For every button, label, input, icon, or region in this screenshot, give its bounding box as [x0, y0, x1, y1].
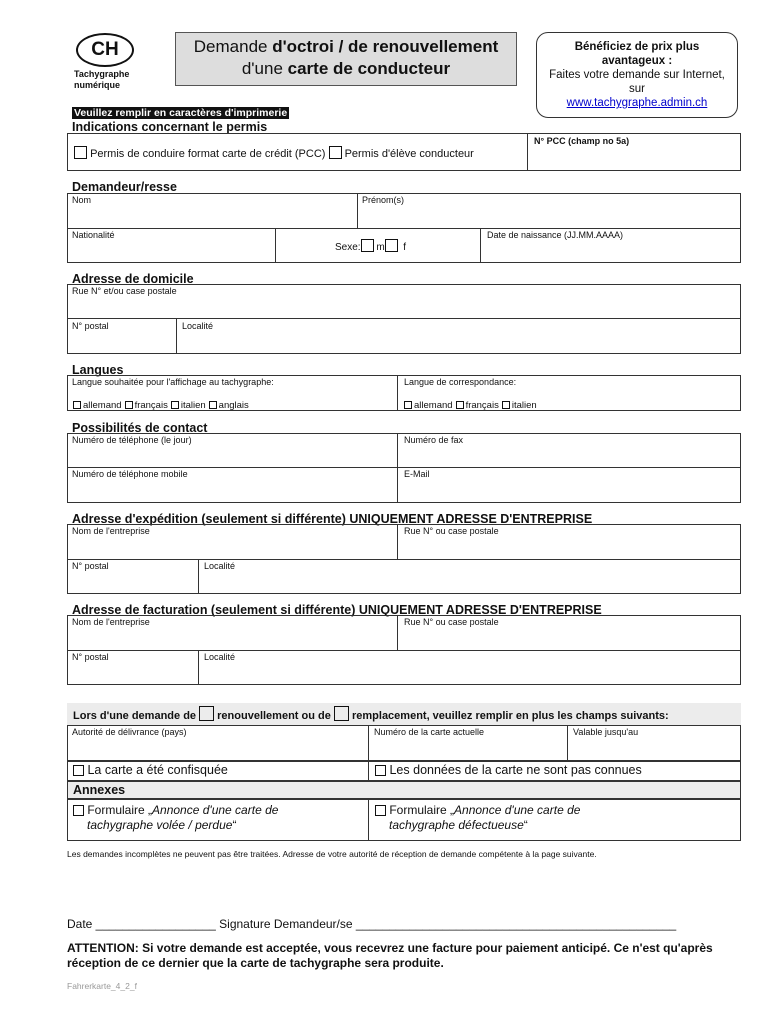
- promo-box: Bénéficiez de prix plus avantageux : Faites votre demande sur Internet, sur www.tachygraphe.admin.ch: [536, 32, 738, 118]
- website-link[interactable]: www.tachygraphe.admin.ch: [566, 97, 708, 109]
- section-demandeur-heading: Demandeur/resse: [72, 180, 177, 194]
- tel-jour-field[interactable]: Numéro de téléphone (le jour): [72, 435, 192, 445]
- expedition-entreprise-field[interactable]: Nom de l'entreprise: [72, 526, 150, 536]
- renouvellement-heading: Lors d'une demande de renouvellement ou de remplacement, veuillez remplir en plus les champs suivants:: [73, 706, 669, 723]
- mobile-field[interactable]: Numéro de téléphone mobile: [72, 469, 188, 479]
- valable-field[interactable]: Valable jusqu'au: [573, 727, 639, 737]
- domicile-npa-field[interactable]: N° postal: [72, 321, 109, 331]
- annexe-defectueuse[interactable]: Formulaire „Annonce d'une carte de tachygraphe défectueuse“: [375, 803, 580, 833]
- page-title: Demande d'octroi / de renouvellement d'une carte de conducteur: [175, 32, 517, 86]
- section-langues-heading: Langues: [72, 363, 124, 377]
- checkbox-remplacement[interactable]: [334, 706, 349, 721]
- checkbox-confisquee[interactable]: La carte a été confisquée: [73, 763, 228, 778]
- prenom-field[interactable]: Prénom(s): [362, 195, 405, 205]
- numero-carte-field[interactable]: Numéro de la carte actuelle: [374, 727, 485, 737]
- domicile-localite-field[interactable]: Localité: [182, 321, 214, 331]
- section-permis-heading: Indications concernant le permis: [72, 120, 268, 134]
- langue-affichage-label: Langue souhaitée pour l'affichage au tachygraphe:: [72, 377, 274, 387]
- logo-line2: numérique: [74, 80, 121, 90]
- section-facturation-heading: Adresse de facturation (seulement si différente) UNIQUEMENT ADRESSE D'ENTREPRISE: [72, 603, 602, 617]
- domicile-rue-field[interactable]: Rue N° et/ou case postale: [72, 286, 177, 296]
- facturation-entreprise-field[interactable]: Nom de l'entreprise: [72, 617, 150, 627]
- section-domicile-heading: Adresse de domicile: [72, 272, 194, 286]
- ch-logo-oval: CH: [76, 33, 134, 67]
- checkbox-eleve[interactable]: [329, 146, 342, 159]
- langue-affichage-options[interactable]: allemand français italien anglais: [73, 400, 252, 412]
- expedition-localite-field[interactable]: Localité: [204, 561, 236, 571]
- facturation-localite-field[interactable]: Localité: [204, 652, 236, 662]
- date-signature-line[interactable]: Date __________________ Signature Demandeur/se ________________________________________________: [67, 917, 677, 931]
- footer-code: Fahrerkarte_4_2_f: [67, 981, 137, 991]
- langue-corr-options[interactable]: allemand français italien: [404, 400, 540, 412]
- annexes-header: [67, 781, 741, 799]
- instruction: Veuillez remplir en caractères d'imprimerie: [74, 107, 288, 119]
- nom-field[interactable]: Nom: [72, 195, 92, 205]
- attention-note: ATTENTION: Si votre demande est acceptée, vous recevrez une facture pour paiement anticipé. Ce n'est qu'après réception de ce dernier que la carte de tachygraphe sera produite.: [67, 941, 713, 970]
- expedition-npa-field[interactable]: N° postal: [72, 561, 109, 571]
- section-expedition-heading: Adresse d'expédition (seulement si différente) UNIQUEMENT ADRESSE D'ENTREPRISE: [72, 512, 593, 526]
- logo: [72, 33, 142, 93]
- incomplete-note: Les demandes incomplètes ne peuvent pas être traitées. Adresse de votre autorité de réception de demande compétente à la page suivante.: [67, 849, 597, 859]
- langue-corr-label: Langue de correspondance:: [404, 377, 517, 387]
- annexe-volee-perdue[interactable]: Formulaire „Annonce d'une carte de tachygraphe volée / perdue“: [73, 803, 278, 833]
- expedition-rue-field[interactable]: Rue N° ou case postale: [404, 526, 499, 536]
- logo-line1: Tachygraphe: [74, 69, 130, 79]
- naissance-field[interactable]: Date de naissance (JJ.MM.AAAA): [487, 230, 624, 240]
- sexe-options[interactable]: Sexe: m f: [335, 239, 406, 254]
- checkbox-renouvellement[interactable]: [199, 706, 214, 721]
- pcc-number-label: N° PCC (champ no 5a): [534, 136, 630, 146]
- section-contact-heading: Possibilités de contact: [72, 421, 208, 435]
- checkbox-donnees-inconnues[interactable]: Les données de la carte ne sont pas connues: [375, 763, 642, 778]
- annexes-heading: Annexes: [73, 783, 126, 797]
- nationalite-field[interactable]: Nationalité: [72, 230, 115, 240]
- permis-opt-pcc[interactable]: Permis de conduire format carte de crédit (PCC) Permis d'élève conducteur: [74, 146, 474, 160]
- fax-field[interactable]: Numéro de fax: [404, 435, 464, 445]
- autorite-field[interactable]: Autorité de délivrance (pays): [72, 727, 187, 737]
- facturation-rue-field[interactable]: Rue N° ou case postale: [404, 617, 499, 627]
- email-field[interactable]: E-Mail: [404, 469, 430, 479]
- facturation-npa-field[interactable]: N° postal: [72, 652, 109, 662]
